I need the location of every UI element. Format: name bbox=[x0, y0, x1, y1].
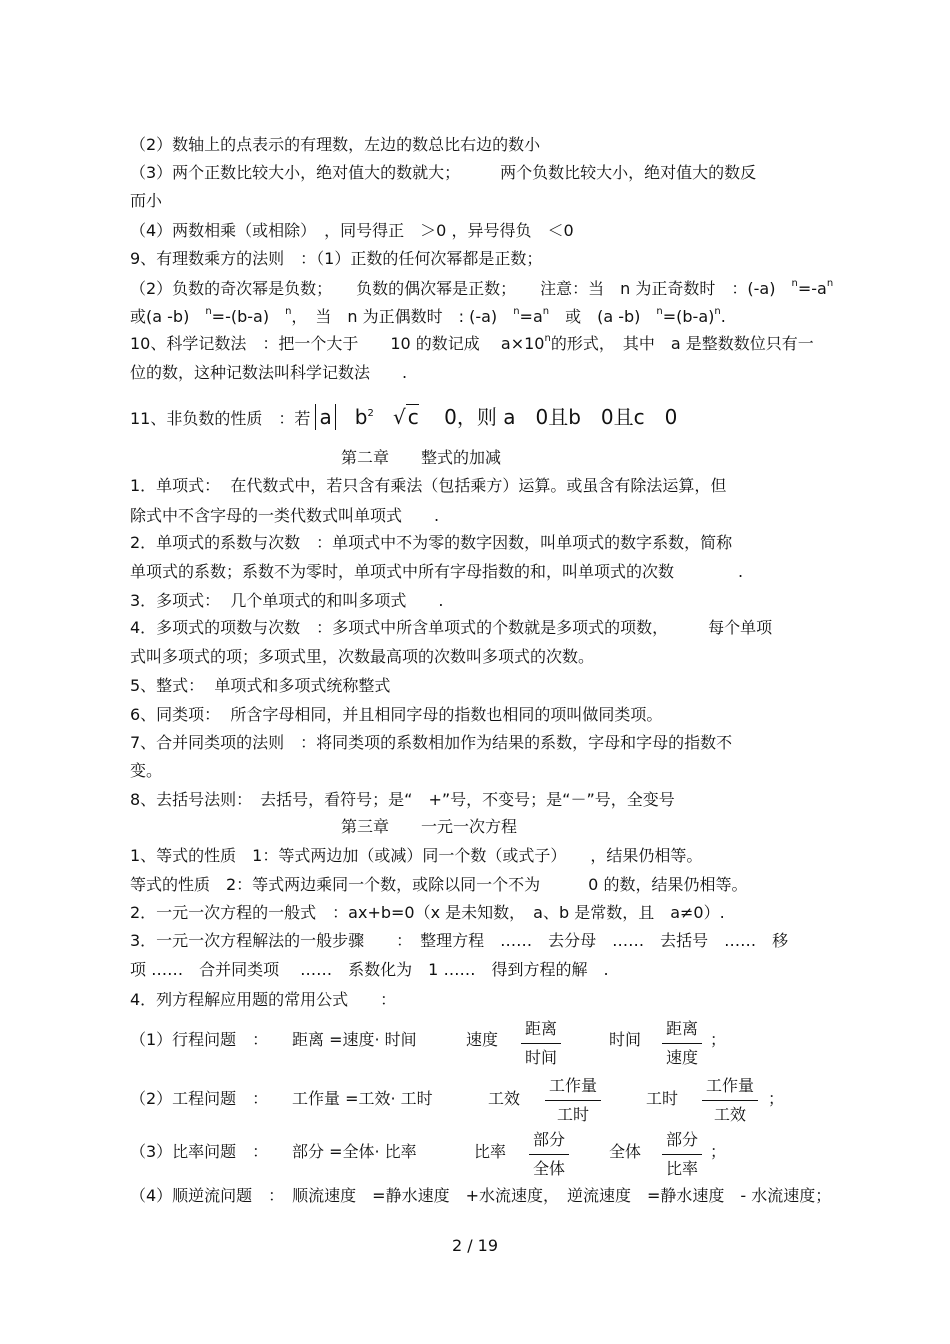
formula-lhs: 时间 bbox=[609, 1030, 642, 1049]
fraction-denominator: 速度 bbox=[666, 1048, 699, 1067]
variable-a: a bbox=[319, 405, 332, 429]
superscript: n bbox=[205, 306, 212, 317]
text-fragment: =a bbox=[519, 307, 543, 326]
formula-tail: ； bbox=[768, 1089, 785, 1108]
superscript: n bbox=[791, 278, 798, 289]
formula-lhs: 比率 bbox=[474, 1142, 507, 1161]
fraction-denominator: 工效 bbox=[714, 1105, 747, 1124]
fraction-numerator: 部分 bbox=[662, 1129, 702, 1155]
text-fragment: =-(b-a) bbox=[211, 307, 286, 326]
text-fragment: =-a bbox=[797, 279, 827, 298]
formula-lhs: 全体 bbox=[609, 1142, 642, 1161]
text-line: 4．列方程解应用题的常用公式 ： bbox=[130, 990, 397, 1009]
fraction-denominator: 工时 bbox=[557, 1105, 590, 1124]
text-line: 1、等式的性质 1：等式两边加（或减）同一个数（或式子） ，结果仍相等。 bbox=[130, 846, 703, 865]
text-line: 3．一元一次方程解法的一般步骤 ： 整理方程 …… 去分母 …… 去括号 …… 移 bbox=[130, 931, 789, 950]
superscript: n bbox=[656, 306, 663, 317]
absolute-value-expr bbox=[315, 404, 335, 430]
text-line: 项 …… 合并同类项 …… 系数化为 1 …… 得到方程的解 . bbox=[130, 960, 609, 979]
nonneg-line bbox=[130, 404, 677, 435]
formula-lhs: 工效 bbox=[488, 1089, 521, 1108]
sci-notation-line bbox=[130, 334, 814, 357]
text-line: 3．多项式： 几个单项式的和叫多项式 . bbox=[130, 591, 444, 610]
text-line: 7、合并同类项的法则 ：将同类项的系数相加作为结果的系数，字母和字母的指数不 bbox=[130, 733, 733, 752]
text-fragment: ， 当 n 为正偶数时 : (-a) bbox=[291, 307, 514, 326]
superscript: n bbox=[826, 278, 834, 289]
chapter-heading: 第三章 一元一次方程 bbox=[341, 817, 518, 836]
superscript: n bbox=[513, 306, 520, 317]
formula-lhs: 速度 bbox=[466, 1030, 499, 1049]
text-line: 位的数，这种记数法叫科学记数法 . bbox=[130, 363, 408, 382]
formula-lhs: 工时 bbox=[646, 1089, 679, 1108]
formula-equation: 部分 =全体· 比率 bbox=[292, 1142, 417, 1161]
text-line: 单项式的系数；系数不为零时，单项式中所有字母指数的和，叫单项式的次数 . bbox=[130, 562, 744, 581]
text-fragment: 的形式， 其中 a 是整数数位只有一 bbox=[550, 334, 814, 353]
fraction bbox=[662, 1129, 702, 1180]
power-rule-line-1 bbox=[130, 279, 833, 302]
text-line: 6、同类项： 所含字母相同，并且相同字母的指数也相同的项叫做同类项。 bbox=[130, 705, 663, 724]
formula-equation: 工作量 =工效· 工时 bbox=[292, 1089, 433, 1108]
text-fragment: （2）负数的奇次幂是负数； 负数的偶次幂是正数； 注意：当 n 为正奇数时 ：(-a) bbox=[130, 279, 792, 298]
text-line: 1．单项式： 在代数式中，若只含有乘法（包括乘方）运算。或虽含有除法运算，但 bbox=[130, 476, 727, 495]
square-root-expr bbox=[393, 404, 419, 430]
text-fragment: 或(a -b) bbox=[130, 307, 206, 326]
text-line: 8、去括号法则： 去括号，看符号；是“ +”号，不变号；是“－”号，全变号 bbox=[130, 790, 675, 809]
variable-b: b bbox=[354, 405, 368, 429]
fraction bbox=[521, 1018, 561, 1069]
fraction bbox=[702, 1075, 758, 1126]
text-fragment: 10、科学记数法 ：把一个大于 10 的数记成 a×10 bbox=[130, 334, 545, 353]
superscript: n bbox=[544, 333, 551, 344]
text-line: 而小 bbox=[130, 191, 163, 210]
text-line: 2．单项式的系数与次数 ：单项式中不为零的数字因数，叫单项式的数字系数，简称 bbox=[130, 533, 733, 552]
text-fragment: 或 (a -b) bbox=[549, 307, 657, 326]
text-line: 除式中不含字母的一类代数式叫单项式 . bbox=[130, 506, 440, 525]
superscript: n bbox=[714, 306, 721, 317]
formula-label: （1）行程问题 ： bbox=[130, 1030, 269, 1049]
formula-equation: 距离 =速度· 时间 bbox=[292, 1030, 417, 1049]
formula-tail: ； bbox=[710, 1142, 727, 1161]
text-line: （2）数轴上的点表示的有理数，左边的数总比右边的数小 bbox=[130, 135, 541, 154]
formula-tail: ； bbox=[710, 1030, 727, 1049]
fraction-numerator: 距离 bbox=[662, 1018, 702, 1044]
fraction-numerator: 工作量 bbox=[702, 1075, 758, 1101]
page-number: 2 / 19 bbox=[451, 1236, 499, 1255]
formula-label: （3）比率问题 ： bbox=[130, 1142, 269, 1161]
text-fragment: =(b-a) bbox=[662, 307, 715, 326]
text-fragment: . bbox=[720, 307, 726, 326]
fraction-denominator: 时间 bbox=[525, 1048, 558, 1067]
text-fragment: 0，则 a 0且b 0且c 0 bbox=[444, 405, 678, 429]
text-line: 2．一元一次方程的一般式 ：ax+b=0（x 是未知数， a、b 是常数，且 a≠0）. bbox=[130, 903, 725, 922]
text-line: （4）两数相乘（或相除） ，同号得正 ＞0 ，异号得负 ＜0 bbox=[130, 221, 574, 240]
text-line: 4．多项式的项数与次数 ：多项式中所含单项式的个数就是多项式的项数， 每个单项 bbox=[130, 618, 773, 637]
superscript: n bbox=[542, 306, 550, 317]
text-line: 式叫多项式的项；多项式里，次数最高项的次数叫多项式的次数。 bbox=[130, 647, 595, 666]
superscript: 2 bbox=[367, 408, 374, 419]
fraction-numerator: 工作量 bbox=[545, 1075, 601, 1101]
fraction-numerator: 距离 bbox=[521, 1018, 561, 1044]
fraction-denominator: 全体 bbox=[533, 1159, 566, 1178]
text-line: 变。 bbox=[130, 761, 163, 780]
variable-c: c bbox=[407, 405, 419, 429]
sqrt-icon: √ bbox=[392, 405, 406, 429]
fraction bbox=[545, 1075, 601, 1126]
text-line: 5、整式： 单项式和多项式统称整式 bbox=[130, 676, 391, 695]
fraction bbox=[529, 1129, 569, 1180]
text-line: 9、有理数乘方的法则 ：（1）正数的任何次幂都是正数； bbox=[130, 249, 543, 268]
chapter-heading: 第二章 整式的加减 bbox=[341, 448, 502, 467]
text-line: （3）两个正数比较大小，绝对值大的数就大； 两个负数比较大小，绝对值大的数反 bbox=[130, 163, 757, 182]
fraction-numerator: 部分 bbox=[529, 1129, 569, 1155]
text-line: （4）顺逆流问题 ： 顺流速度 =静水速度 +水流速度， 逆流速度 =静水速度 - 水流速度； bbox=[130, 1186, 832, 1205]
superscript: n bbox=[285, 306, 292, 317]
text-line: 等式的性质 2：等式两边乘同一个数，或除以同一个不为 0 的数，结果仍相等。 bbox=[130, 875, 748, 894]
formula-label: （2）工程问题 ： bbox=[130, 1089, 269, 1108]
fraction-denominator: 比率 bbox=[666, 1159, 699, 1178]
power-rule-line-2 bbox=[130, 307, 726, 330]
fraction bbox=[662, 1018, 702, 1069]
text-fragment: 11、非负数的性质 ：若 bbox=[130, 409, 316, 428]
